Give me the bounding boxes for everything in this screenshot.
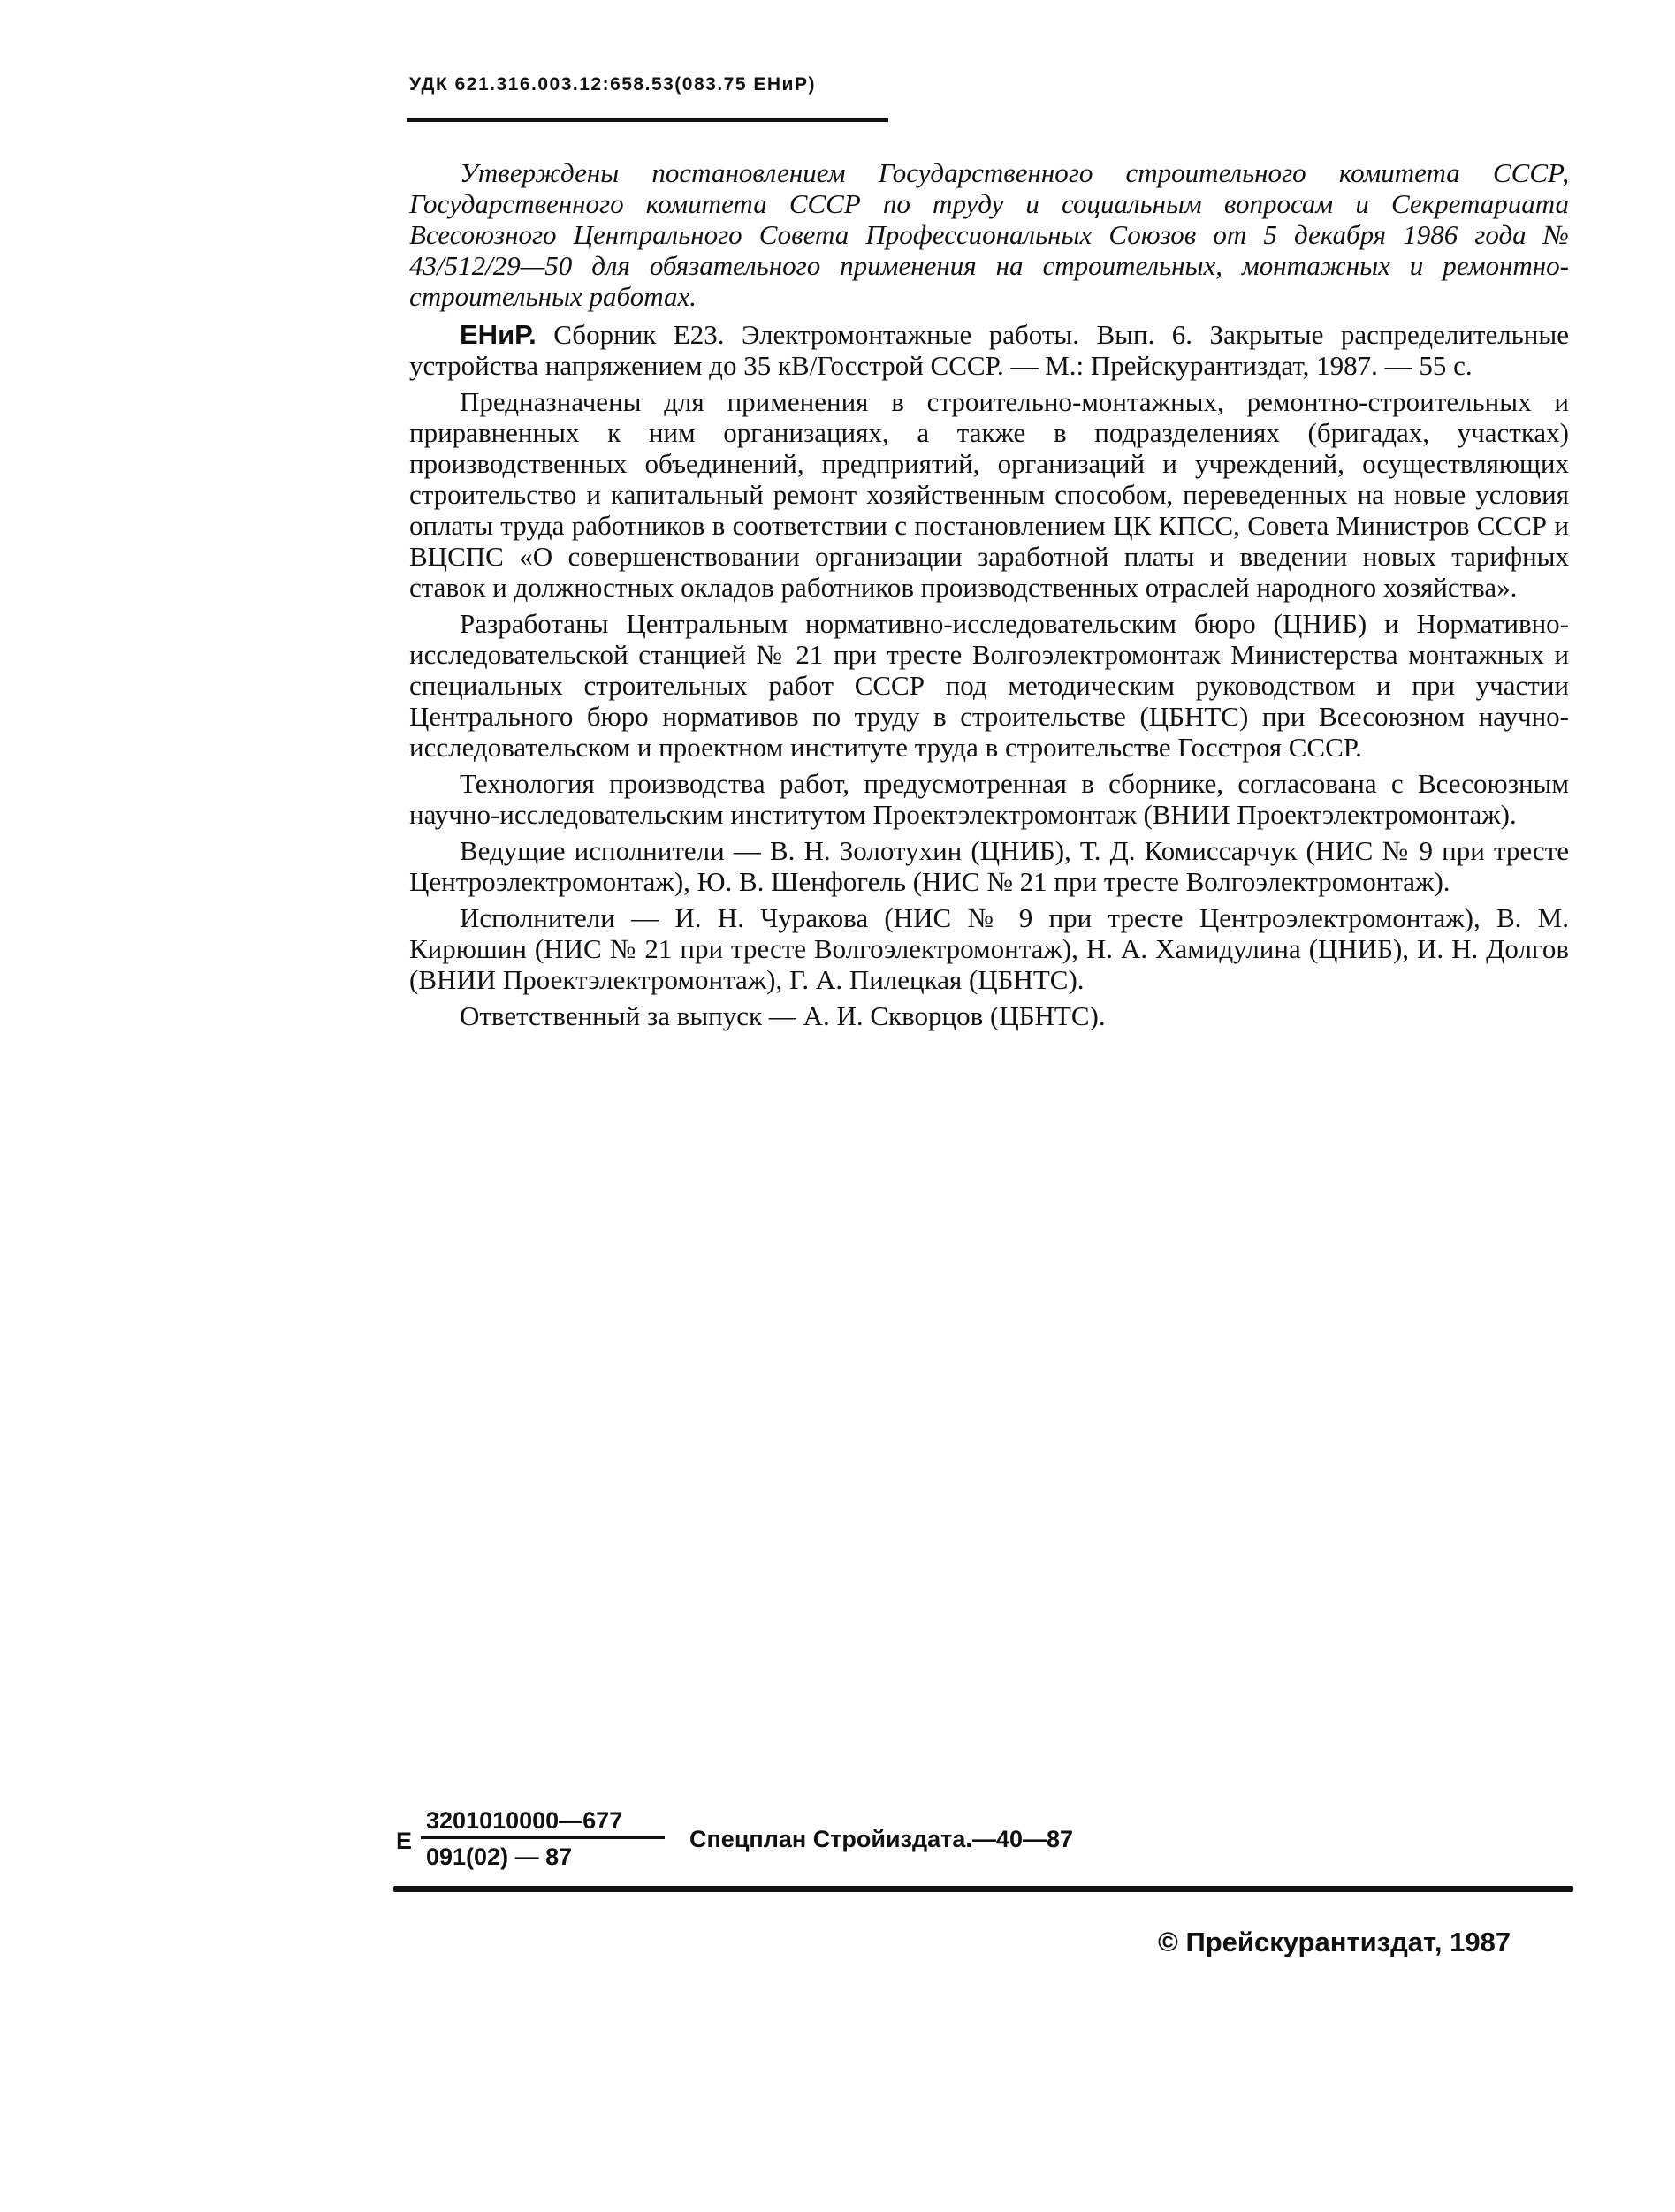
purpose-paragraph: Предназначены для применения в строительно-монтажных, ремонтно-строительных и приравненных к ним организациях, а также в подразделениях (бригадах, участках) производственных объединений, предприятий, организаций и учреждений, осуществляющих строительство и капитальный ремонт хозяйственным способом, переведенных на новые условия оплаты труда работников в соответствии с постановлением ЦК КПСС, Совета Министров СССР и ВЦСПС «О совершенствовании организации заработной платы и введении новых тарифных ставок и должностных окладов работников производственных отраслей народного хозяйства». bbox=[409, 386, 1569, 603]
citation-lead: ЕНиР. bbox=[460, 319, 537, 350]
header-rule bbox=[407, 118, 888, 122]
executors-paragraph: Исполнители — И. Н. Чуракова (НИС № 9 при тресте Центроэлектромонтаж), В. М. Кирюшин (НИС № 21 при тресте Волгоэлектромонтаж), Н. А. Хамидулина (ЦНИБ), И. Н. Долгов (ВНИИ Проектэлектромонтаж), Г. А. Пилецкая (ЦБНТС). bbox=[409, 902, 1569, 995]
body-text bbox=[409, 157, 1569, 1031]
code-letter: Е bbox=[396, 1828, 413, 1854]
code-numerator: 3201010000—677 bbox=[421, 1805, 665, 1839]
technology-paragraph: Технология производства работ, предусмотренная в сборнике, согласована с Всесоюзным научно-исследовательским институтом Проектэлектромонтаж (ВНИИ Проектэлектромонтаж). bbox=[409, 768, 1569, 830]
copyright-notice: © Прейскурантиздат, 1987 bbox=[1158, 1927, 1511, 1957]
footer-rule bbox=[393, 1886, 1573, 1892]
udk-code: УДК 621.316.003.12:658.53(083.75 ЕНиР) bbox=[409, 74, 816, 95]
developed-paragraph: Разработаны Центральным нормативно-исследовательским бюро (ЦНИБ) и Нормативно-исследовательской станцией № 21 при тресте Волгоэлектромонтаж Министерства монтажных и специальных строительных работ СССР под методическим руководством и при участии Центрального бюро нормативов по труду в строительстве (ЦБНТС) при Всесоюзном научно-исследовательском и проектном институте труда в строительстве Госстроя СССР. bbox=[409, 608, 1569, 763]
citation-paragraph bbox=[409, 319, 1569, 381]
approval-paragraph: Утверждены постановлением Государственного строительного комитета СССР, Государственного комитета СССР по труду и социальным вопросам и Секретариата Всесоюзного Центрального Совета Профессиональных Союзов от 5 декабря 1986 года № 43/512/29—50 для обязательного применения на строительных, монтажных и ремонтно-строительных работах. bbox=[409, 157, 1569, 312]
lead-executors-paragraph: Ведущие исполнители — В. Н. Золотухин (ЦНИБ), Т. Д. Комиссарчук (НИС № 9 при тресте Центроэлектромонтаж), Ю. В. Шенфогель (НИС № 21 при тресте Волгоэлектромонтаж). bbox=[409, 835, 1569, 897]
responsible-paragraph: Ответственный за выпуск — А. И. Скворцов (ЦБНТС). bbox=[460, 1000, 1106, 1031]
citation-text: Сборник Е23. Электромонтажные работы. Вып. 6. Закрытые распределительные устройства напряжением до 35 кВ/Госстрой СССР. — М.: Прейскурантиздат, 1987. — 55 с. bbox=[409, 319, 1569, 381]
code-fraction bbox=[421, 1805, 686, 1874]
code-denominator: 091(02) — 87 bbox=[426, 1843, 573, 1870]
code-plan: Спецплан Стройиздата.—40—87 bbox=[689, 1826, 1073, 1852]
